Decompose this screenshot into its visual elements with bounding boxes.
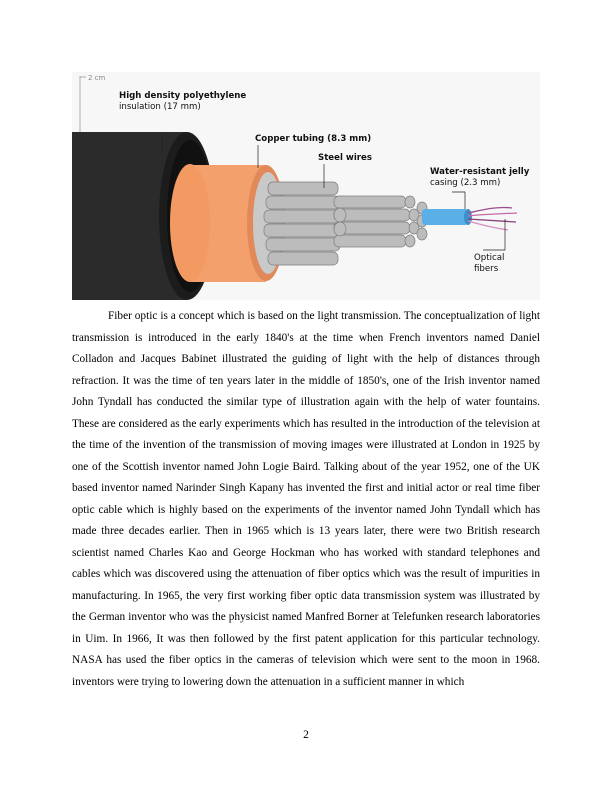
steel-wires-layer bbox=[264, 182, 427, 265]
optical-fibers bbox=[468, 207, 517, 230]
steel-wires-label: Steel wires bbox=[318, 153, 372, 163]
optical-fibers-label-line1: Optical bbox=[474, 253, 505, 263]
fiber-optic-cable-diagram bbox=[72, 72, 540, 300]
optical-fibers-label-line2: fibers bbox=[474, 264, 499, 274]
insulation-label-line2: insulation (17 mm) bbox=[119, 102, 201, 112]
page-number: 2 bbox=[303, 729, 309, 741]
jelly-casing-layer bbox=[422, 209, 472, 225]
cable-illustration bbox=[72, 72, 540, 300]
copper-tubing-label: Copper tubing (8.3 mm) bbox=[255, 134, 372, 144]
body-paragraph: Fiber optic is a concept which is based on the light transmission. The conceptualization of light transmission is introduced in the early 1840's at the time when French inventors named Daniel Colladon and Jacques Babinet illustrated the guiding of light with the help of distances through refraction. It was the time of ten years later in the middle of 1850's, one of the Irish inventor named John Tyndall has conducted the similar type of illustration again with the help of water fountains. These are considered as the early experiments which has resulted in the introduction of the television at the time of the invention of the transmission of moving images were illustrated at London in 1925 by one of the Scottish inventor named John Logie Baird. Talking about of the year 1952, one of the UK based inventor named Narinder Singh Kapany has invented the first and initial actor or real time fiber optic cable which is highly based on the experiments of the inventor named John Tyndall which has made three decades earlier. Then in 1965 which is 13 years later, there were two British research scientist named Charles Kao and George Hockman who has worked with standard telephones and cables which was discovered using the attenuation of fiber optics which was the result of impurities in manufacturing. In 1965, the very first working fiber optic data transmission system was illustrated by the German inventor who was the physicist named Manfred Borner at Telefunken research laboratories in Uim. In 1966, It was then followed by the first patent application for this particular technology. NASA has used the fiber optics in the cameras of television which were sent to the moon in 1968. inventors were trying to lowering down the attenuation in a sufficient manner in which bbox=[72, 310, 540, 688]
insulation-label-line1: High density polyethylene bbox=[119, 91, 247, 101]
jelly-casing-label-line2: casing (2.3 mm) bbox=[430, 178, 501, 188]
jelly-casing-label-line1: Water-resistant jelly bbox=[430, 167, 530, 177]
scale-2cm-label: 2 cm bbox=[88, 74, 106, 82]
